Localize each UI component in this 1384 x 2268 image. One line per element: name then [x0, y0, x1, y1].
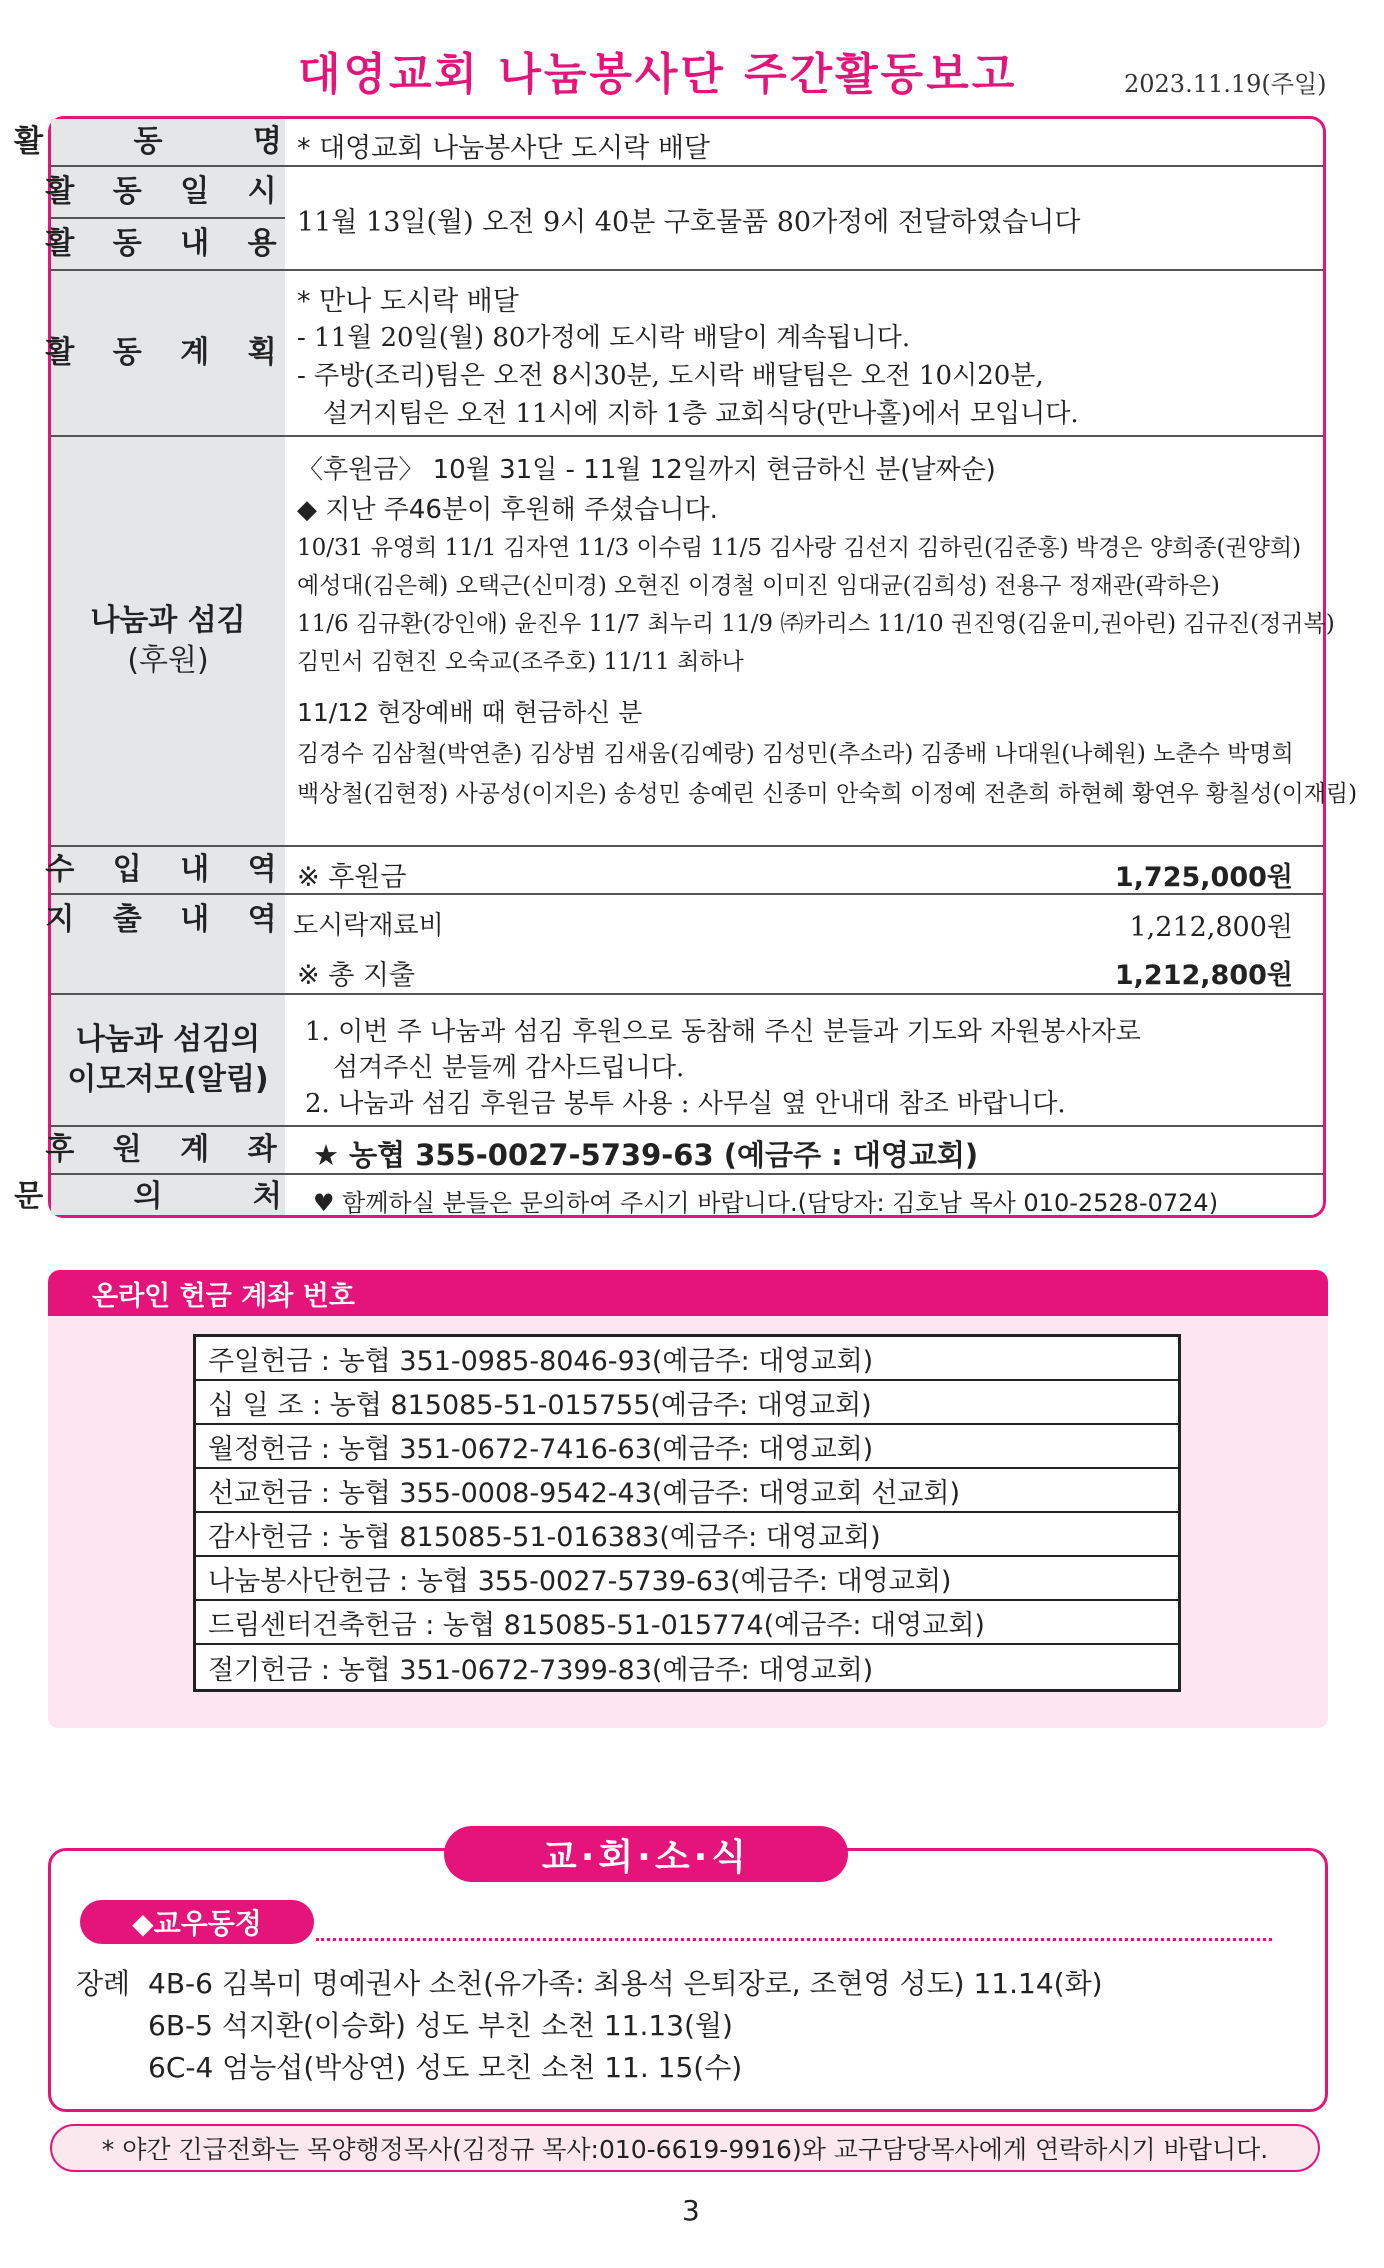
label-sponsorship-line2: (후원)	[127, 643, 209, 678]
news-prefix-funeral: 장례	[76, 1967, 131, 2000]
online-accounts-title: 온라인 헌금 계좌 번호	[48, 1270, 1328, 1316]
sponsor-names-line: 김민서 김현진 오숙교(조주호) 11/11 최하나	[297, 649, 744, 675]
church-news-title: 교·회·소·식	[444, 1826, 848, 1882]
activity-content-value: 11월 13일(월) 오전 9시 40분 구호물품 80가정에 전달하였습니다	[297, 207, 1081, 238]
congregation-news-tab: ◆교우동정	[80, 1900, 314, 1944]
dotted-divider	[316, 1938, 1272, 1941]
row-sponsorship	[51, 437, 1358, 847]
expense-total-item: ※ 총 지출	[297, 960, 416, 991]
label-sponsor-account: 후 원 계 좌	[45, 1131, 291, 1167]
sponsor-heading-2: 11/12 현장예배 때 현금하신 분	[297, 698, 643, 727]
sponsor-summary: ◆ 지난 주46분이 후원해 주셨습니다.	[297, 495, 718, 525]
label-income: 수 입 내 역	[45, 851, 291, 887]
label-activity-plan: 활 동 계 획	[45, 334, 291, 370]
sponsor-names-line: 백상철(김현정) 사공성(이지은) 송성민 송예린 신종미 안숙희 이정예 전춘희 하현혜 황연우 황칠성(이재림)	[297, 781, 1358, 807]
plan-line-2: - 11월 20일(월) 80가정에 도시락 배달이 계속됩니다.	[297, 323, 911, 353]
sponsor-account-value: ★ 농협 355-0027-5739-63 (예금주 : 대영교회)	[313, 1138, 979, 1172]
memo-line-3: 2. 나눔과 섬김 후원금 봉투 사용 : 사무실 옆 안내대 참조 바랍니다.	[305, 1089, 1066, 1119]
memo-line-1: 1. 이번 주 나눔과 섬김 후원으로 동참해 주신 분들과 기도와 자원봉사자로	[305, 1017, 1141, 1047]
income-item: ※ 후원금	[297, 862, 407, 893]
news-item: 4B-6 김복미 명예권사 소천(유가족: 최용석 은퇴장로, 조현영 성도) 11.14(화)	[148, 1967, 1103, 2000]
page-title: 대영교회 나눔봉사단 주간활동보고	[298, 49, 1018, 100]
expense-item: 도시락재료비	[293, 911, 444, 941]
row-activity-name	[14, 119, 1323, 167]
label-expense: 지 출 내 역	[45, 901, 291, 937]
row-sponsor-account	[45, 1127, 1323, 1175]
account-row: 드림센터건축헌금 : 농협 815085-51-015774(예금주: 대영교회)	[196, 1601, 1178, 1645]
activity-name-value: * 대영교회 나눔봉사단 도시락 배달	[297, 133, 710, 164]
label-activity-datetime: 활 동 일 시	[45, 173, 291, 209]
expense-total-amount: 1,212,800원	[1114, 960, 1293, 991]
account-row: 감사헌금 : 농협 815085-51-016383(예금주: 대영교회)	[196, 1513, 1178, 1557]
label-activity-content: 활 동 내 용	[45, 225, 291, 261]
sponsor-names-line: 10/31 유영희 11/1 김자연 11/3 이수림 11/5 김사랑 김선지 김하린(김준홍) 박경은 양희종(권양희)	[297, 535, 1302, 561]
plan-line-3: - 주방(조리)팀은 오전 8시30분, 도시락 배달팀은 오전 10시20분,	[297, 361, 1044, 391]
expense-amount: 1,212,800원	[1129, 912, 1293, 943]
row-activity-plan	[45, 271, 1323, 437]
sponsor-names-line: 김경수 김삼철(박연춘) 김상범 김새움(김예랑) 김성민(추소라) 김종배 나대원(나혜원) 노춘수 박명희	[297, 741, 1294, 767]
label-sponsorship-line1: 나눔과 섬김	[90, 602, 246, 638]
row-contact	[14, 1175, 1323, 1221]
label-memo	[51, 995, 285, 1125]
row-activity-date-content	[45, 167, 1323, 271]
account-row: 선교헌금 : 농협 355-0008-9542-43(예금주: 대영교회 선교회)	[196, 1469, 1178, 1513]
activity-report-table	[14, 116, 1358, 1218]
sponsor-names-line: 11/6 김규환(강인애) 윤진우 11/7 최누리 11/9 ㈜카리스 11/10 권진영(김윤미,권아린) 김규진(정귀복)	[297, 611, 1335, 637]
label-sponsorship	[51, 437, 285, 845]
plan-line-1: * 만나 도시락 배달	[297, 286, 519, 317]
online-accounts-table	[193, 1334, 1181, 1692]
row-expense	[45, 895, 1323, 995]
account-row: 십 일 조 : 농협 815085-51-015755(예금주: 대영교회)	[196, 1381, 1178, 1425]
news-item: 6C-4 엄능섭(박상연) 성도 모친 소천 11. 15(수)	[148, 2051, 743, 2084]
label-activity-name: 활 동 명	[14, 123, 322, 159]
contact-value: ♥ 함께하실 분들은 문의하여 주시기 바랍니다.(담당자: 김호남 목사 010-2528-0724)	[313, 1189, 1219, 1217]
account-row: 절기헌금 : 농협 351-0672-7399-83(예금주: 대영교회)	[208, 1654, 874, 1686]
news-item: 6B-5 석지환(이승화) 성도 부친 소천 11.13(월)	[148, 2009, 733, 2042]
label-memo-line1: 나눔과 섬김의	[75, 1021, 261, 1057]
memo-line-2: 섬겨주신 분들께 감사드립니다.	[333, 1053, 685, 1083]
page-number: 3	[682, 2194, 700, 2227]
account-row: 월정헌금 : 농협 351-0672-7416-63(예금주: 대영교회)	[196, 1425, 1178, 1469]
sponsor-names-line: 예성대(김은혜) 오택근(신미경) 오현진 이경철 이미진 임대균(김희성) 전용구 정재관(곽하은)	[297, 573, 1220, 599]
row-income	[45, 847, 1323, 895]
sponsor-heading: 〈후원금〉 10월 31일 - 11월 12일까지 현금하신 분(날짜순)	[297, 455, 996, 485]
income-amount: 1,725,000원	[1114, 862, 1293, 893]
row-memo	[51, 995, 1323, 1127]
label-contact: 문 의 처	[14, 1178, 322, 1214]
account-row: 나눔봉사단헌금 : 농협 355-0027-5739-63(예금주: 대영교회)	[196, 1557, 1178, 1601]
label-memo-line2: 이모저모(알림)	[67, 1062, 269, 1097]
plan-line-4: 설거지팀은 오전 11시에 지하 1층 교회식당(만나홀)에서 모입니다.	[323, 399, 1079, 429]
account-row: 주일헌금 : 농협 351-0985-8046-93(예금주: 대영교회)	[196, 1337, 1178, 1381]
report-date: 2023.11.19(주일)	[1124, 70, 1327, 98]
emergency-contact-notice: * 야간 긴급전화는 목양행정목사(김정규 목사:010-6619-9916)와 교구담당목사에게 연락하시기 바랍니다.	[50, 2124, 1320, 2172]
